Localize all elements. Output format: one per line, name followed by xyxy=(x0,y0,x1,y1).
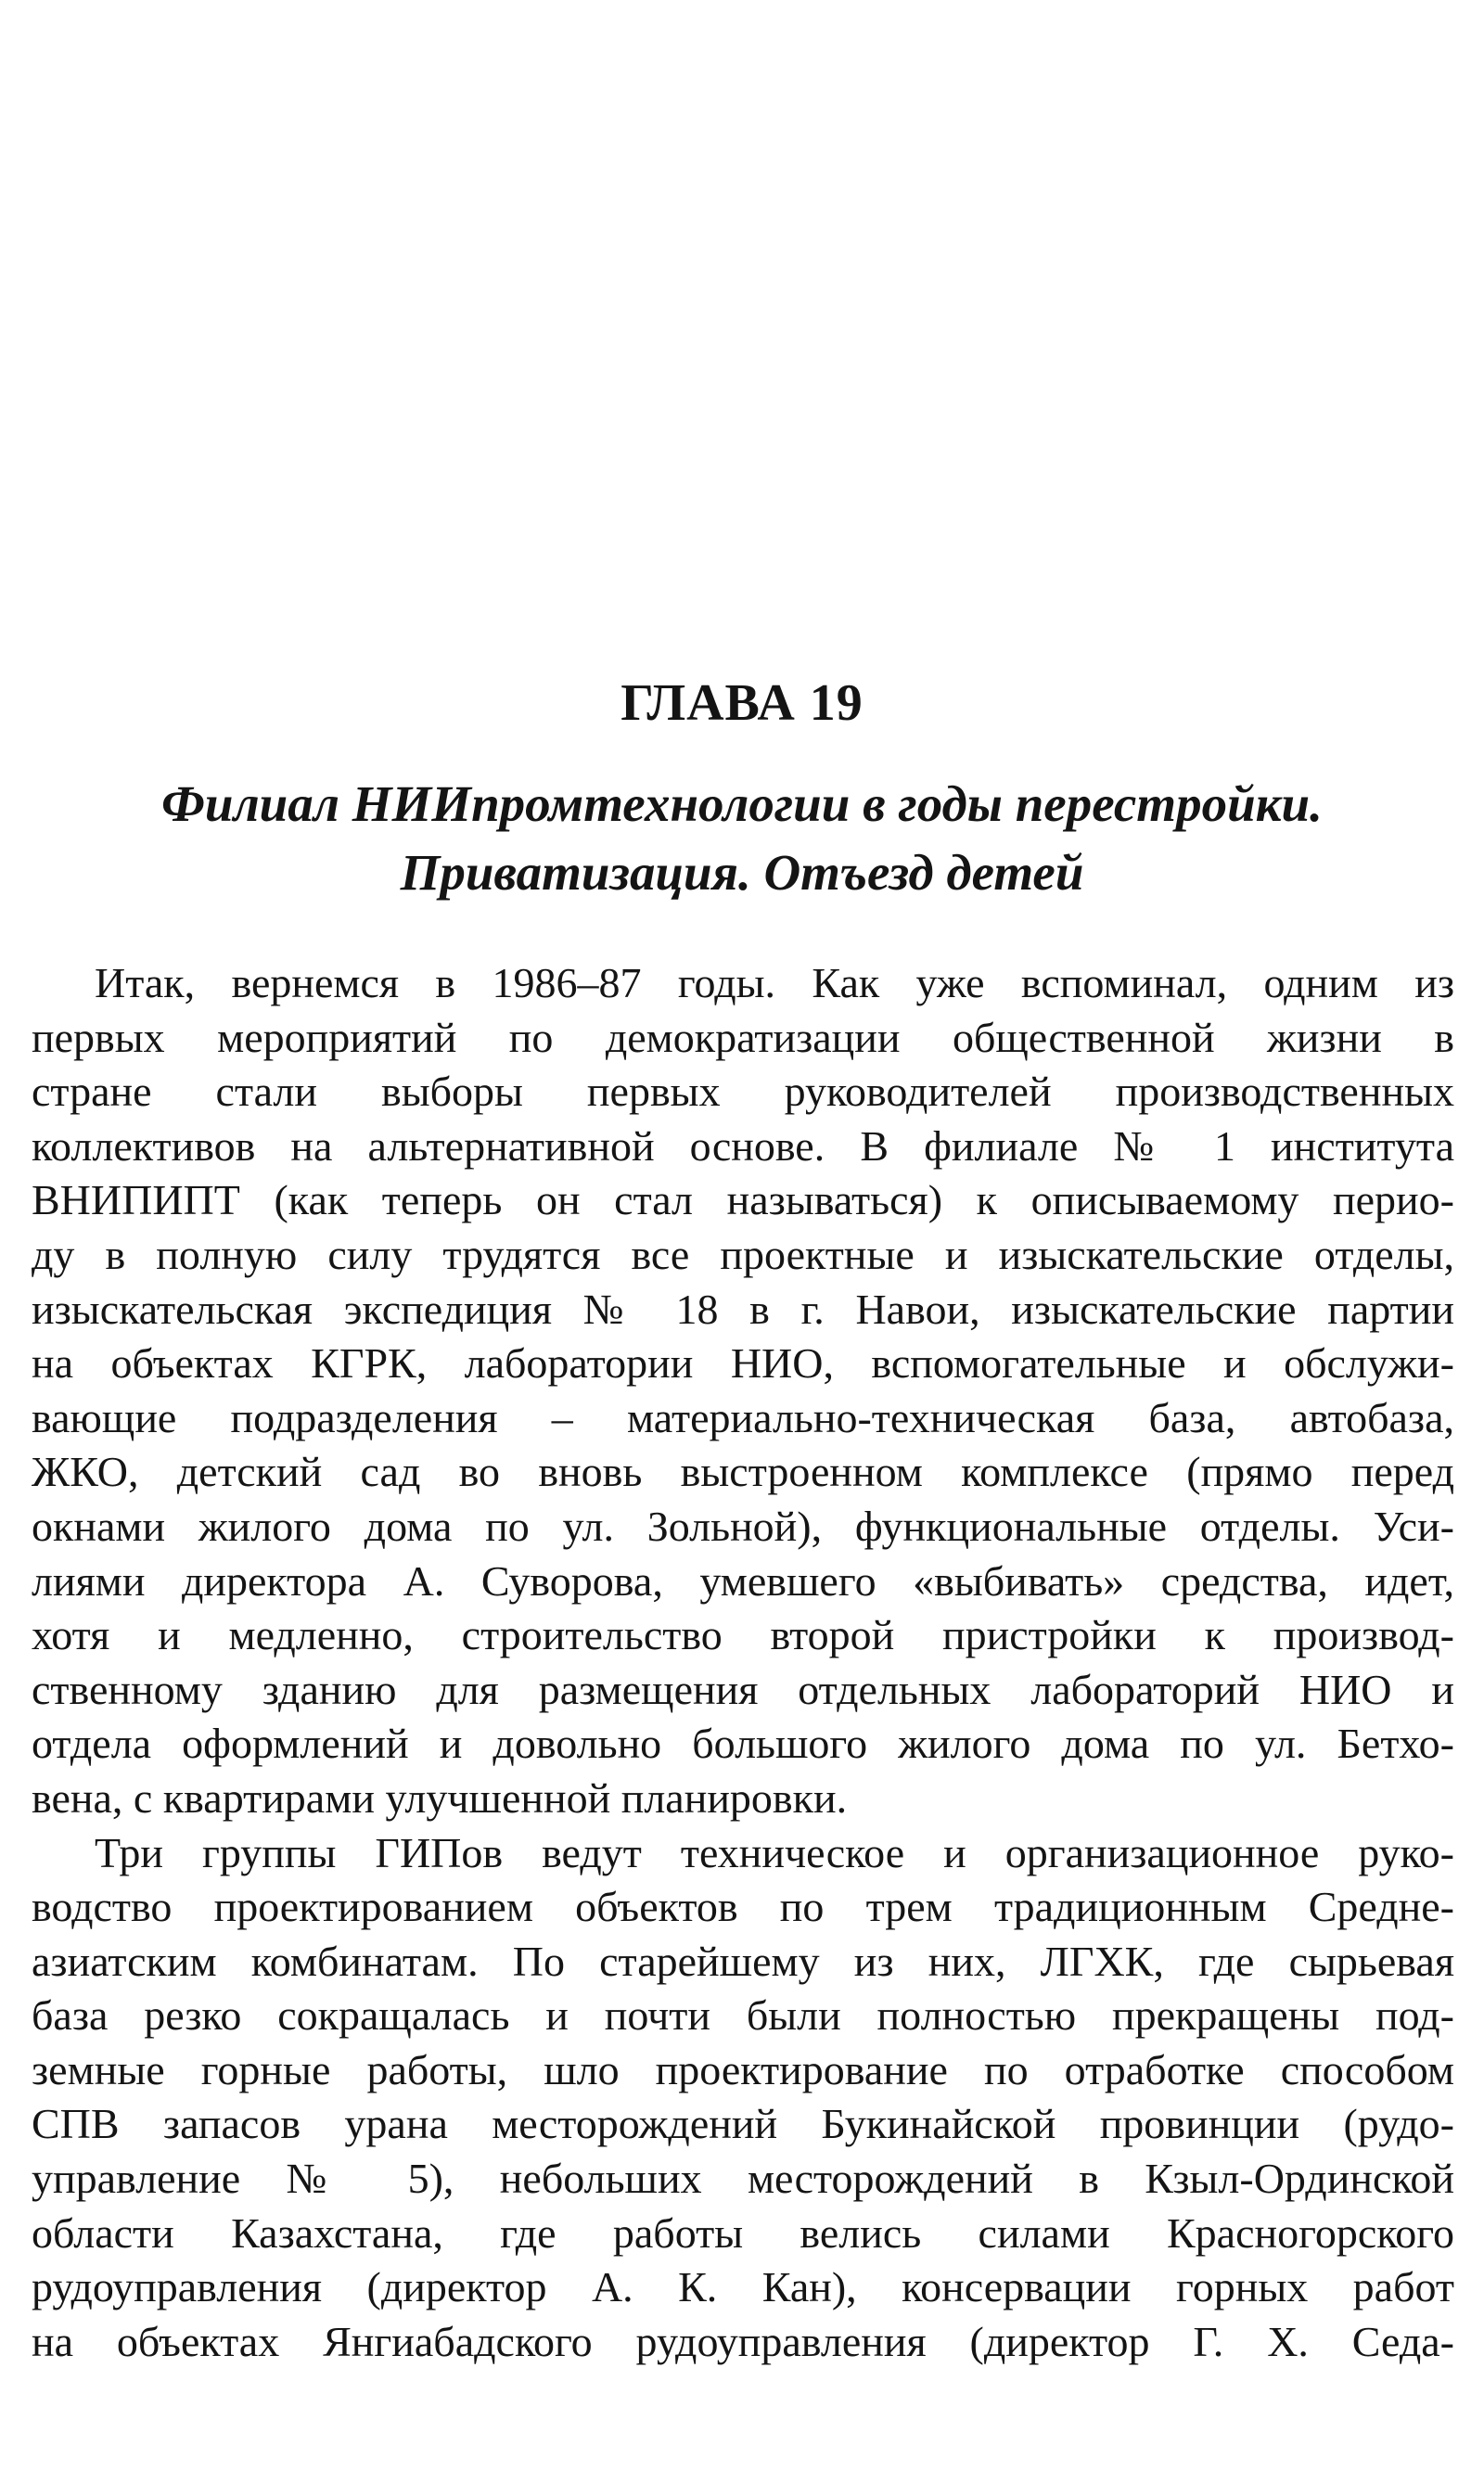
text-line: Итак, вернемся в 1986–87 годы. Как уже вспоминал, одним из xyxy=(95,959,1454,1006)
text-line: первых мероприятий по демократизации общественной жизни в xyxy=(32,1013,1454,1061)
paragraph-2 xyxy=(32,1826,1454,2370)
text-line: окнами жилого дома по ул. Зольной), функциональные отделы. Уси- xyxy=(32,1502,1454,1550)
text-line: ду в полную силу трудятся все проектные и изыскательские отделы, xyxy=(32,1230,1454,1278)
text-line: ственному зданию для размещения отдельных лабораторий НИО и xyxy=(32,1665,1454,1713)
text-line: азиатским комбинатам. По старейшему из них, ЛГХК, где сырьевая xyxy=(32,1937,1454,1985)
text-line: на объектах КГРК, лаборатории НИО, вспомогательные и обслужи- xyxy=(32,1339,1454,1388)
text-line: Три группы ГИПов ведут техническое и организационное руко- xyxy=(95,1828,1454,1876)
paragraph-1 xyxy=(32,956,1454,1826)
text-line: управление № 5), небольших месторождений в Кзыл-Ординской xyxy=(32,2155,1454,2203)
text-line: вена, с квартирами улучшенной планировки. xyxy=(32,1773,848,1822)
text-line: изыскательская экспедиция № 18 в г. Навои, изыскательские партии xyxy=(32,1285,1454,1333)
text-line: хотя и медленно, строительство второй пристройки к производ- xyxy=(32,1611,1454,1659)
body-text xyxy=(32,956,1454,2369)
text-line: ЖКО, детский сад во вновь выстроенном комплексе (прямо перед xyxy=(32,1448,1454,1496)
text-line: вающие подразделения – материально-техническая база, автобаза, xyxy=(32,1393,1454,1441)
text-line: земные горные работы, шло проектирование по отработке способом xyxy=(32,2045,1454,2093)
text-line: ВНИПИПТ (как теперь он стал называться) к описываемому перио- xyxy=(32,1176,1454,1224)
subtitle-line: Приватизация. Отъезд детей xyxy=(400,844,1084,901)
text-line: на объектах Янгиабадского рудоуправления (директор Г. Х. Седа- xyxy=(32,2317,1454,2365)
text-line: стране стали выборы первых руководителей производственных xyxy=(32,1068,1454,1116)
chapter-subtitle xyxy=(93,770,1391,907)
text-line: водство проектированием объектов по трем традиционным Средне- xyxy=(32,1883,1454,1931)
text-line: коллективов на альтернативной основе. В филиале № 1 института xyxy=(32,1121,1454,1170)
text-line: СПВ запасов урана месторождений Букинайской провинции (рудо- xyxy=(32,2100,1454,2148)
text-line: лиями директора А. Суворова, умевшего «выбивать» средства, идет, xyxy=(32,1556,1454,1605)
text-line: база резко сокращалась и почти были полностью прекращены под- xyxy=(32,1991,1454,2040)
chapter-title: ГЛАВА 19 xyxy=(620,674,864,732)
text-line: отдела оформлений и довольно большого жилого дома по ул. Бетхо- xyxy=(32,1720,1454,1768)
text-line: области Казахстана, где работы велись силами Красногорского xyxy=(32,2208,1454,2257)
text-line: рудоуправления (директор А. К. Кан), консервации горных работ xyxy=(32,2263,1454,2311)
subtitle-line: Филиал НИИпромтехнологии в годы перестройки. xyxy=(161,775,1323,832)
